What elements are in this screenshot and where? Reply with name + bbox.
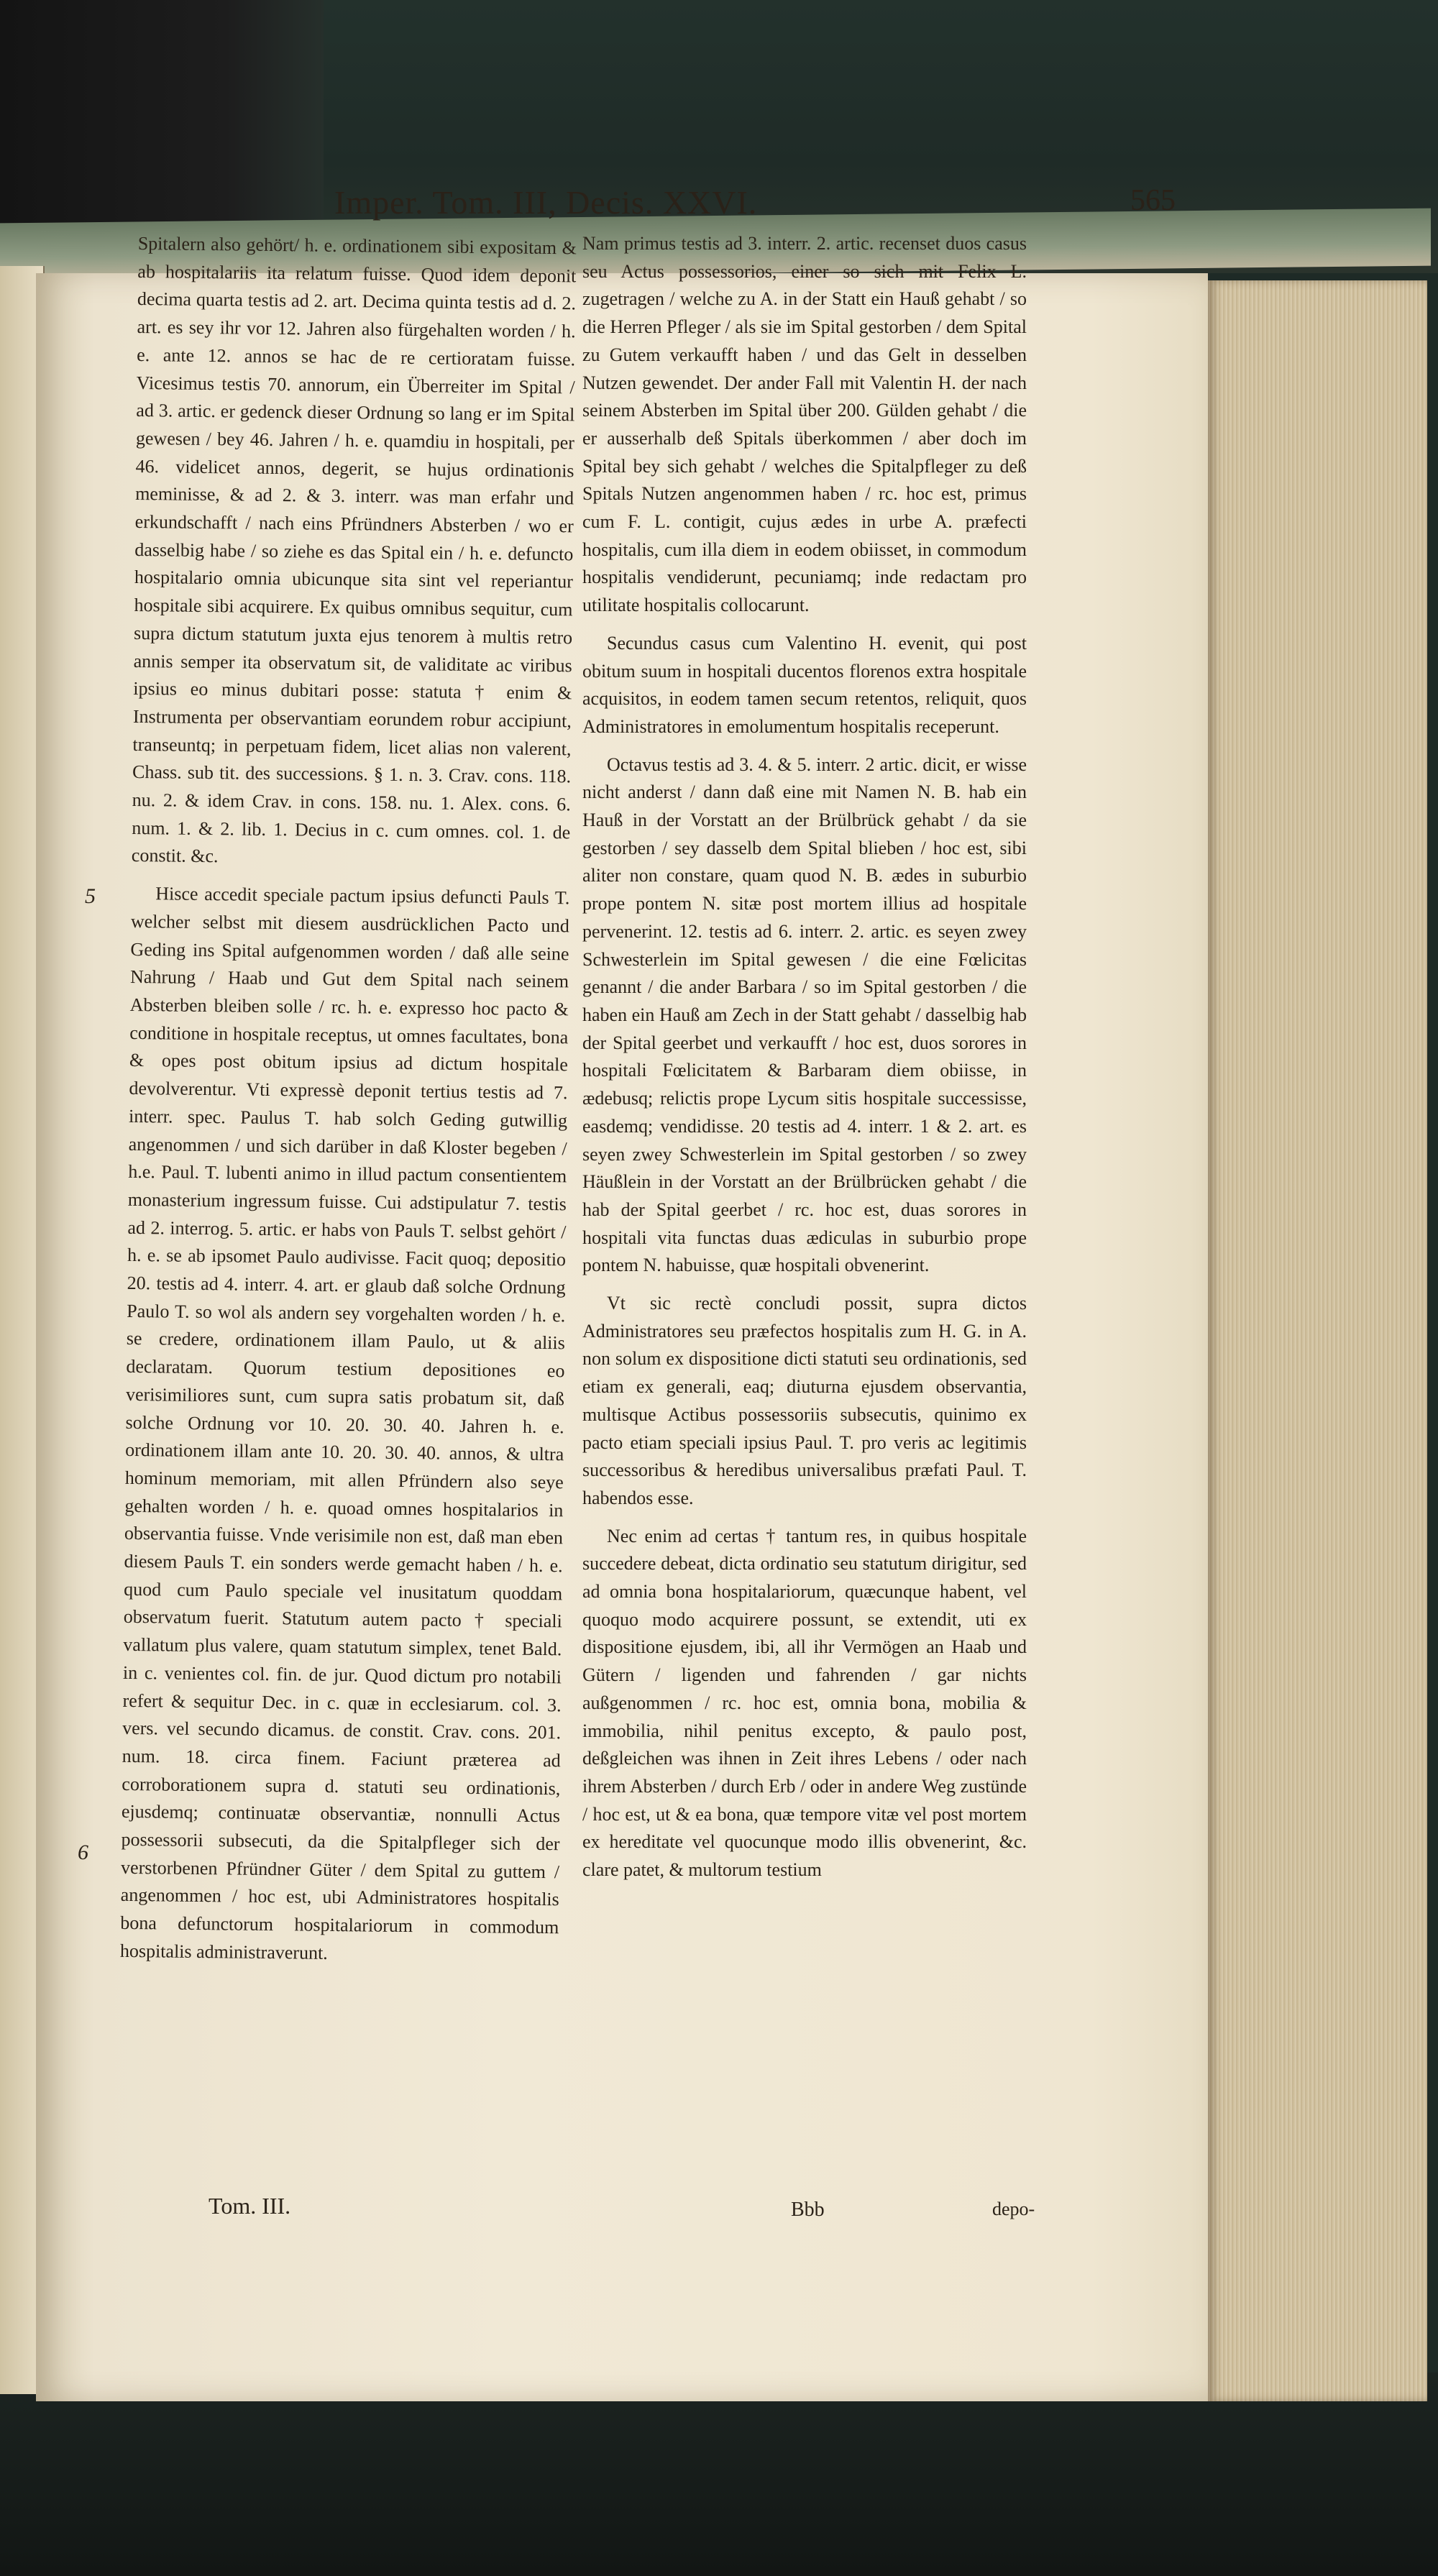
paragraph: Octavus testis ad 3. 4. & 5. interr. 2 artic. dicit, er wisse nicht anderst / dann daß eine mit Namen N. B. hab ein Hauß in der Vorstatt an der Brülbrück gehabt / da sie gestorben / sey dasselb dem Spital blieben / hoc est, sibi aliter non constare, quam quod N. B. ædes in suburbio prope pontem N. sitæ post mortem illius ad hospitale pervenerint. 12. testis ad 6. interr. 2. artic. es seyen zwey Schwesterlein im Spital gewesen / die eine Fœlicitas genannt / die ander Barbara / so im Spital gestorben / die haben ein Hauß am Zech in der Statt gehabt / dasselbig hab der Spital geerbet und verkaufft / hoc est, duos sorores in hospitali Fœlicitatem & Barbaram diem obiisse, in ædebusq; relictis prope Lycum sitis hospitale successisse, easdemq; vendidisse. 20 testis ad 4. interr. 1 & 2. art. es seyen zwey Schwesterlein im Spital gestorben / so zwey Häußlein in der Vorstatt an der Brülbrücken gehabt / die hab der Spital geerbet / rc. hoc est, duas sorores in hospitali vita functas duas ædiculas in suburbio prope pontem N. habuisse, quæ hospitali obvenerint.: [582, 753, 1027, 1276]
left-text-column: [120, 230, 577, 1980]
page-header: [291, 183, 1176, 226]
catchword: depo-: [992, 2199, 1035, 2219]
paragraph: Spitalern also gehört/ h. e. ordinationem sibi expositam & ab hospitalariis ita relatum fuisse. Quod idem deponit decima quarta testis ad 2. art. Decima quinta testis ad d. 2. art. es sey ihr vor 12. Jahren also fürgehalten worden / h. e. ante 12. annos se hac de re certioratam fuisse. Vicesimus testis 70. annorum, ein Überreiter im Spital / ad 3. artic. er gedenck dieser Ordnung so lang er im Spital gewesen / bey 46. Jahren / h. e. quamdiu in hospitali, per 46. videlicet annos, degerit, se hujus ordinationis meminisse, & ad 2. & 3. interr. was man erfahr und erkundschafft / nach eins Pfründners Absterben / wo er dasselbig habe / so ziehe es das Spital ein / h. e. defuncto hospitalario omnia ubicunque sita sint vel reperiantur hospitale sibi acquirere. Ex quibus omnibus sequitur, cum supra dictum statutum juxta ejus tenorem à multis retro annis semper ita observatum sit, de validitate ac viribus ipsius eo minus dubitari posse: statuta † enim & Instrumenta per observantiam eorundem robur accipiunt, transeuntq; in perpetuam fidem, licet alias non valerent, Chass. sub tit. des successions. § 1. n. 3. Crav. cons. 118. nu. 2. & idem Crav. in cons. 158. nu. 1. Alex. cons. 6. num. 1. & 2. lib. 1. Decius in c. cum omnes. col. 1. de constit. &c.: [131, 232, 577, 867]
signature-mark: Bbb: [791, 2199, 825, 2221]
margin-number: 6: [78, 1841, 88, 1864]
paragraph: Vt sic rectè concludi possit, supra dictos Administratores seu præfectos hospitalis zum H. G. in A. non solum ex dispositione dicti statuti seu ordinationis, sed etiam ex generali, eaq; diuturna ejusdem observantia, multisque Actibus possessoriis subsecutis, quinimo ex pacto etiam speciali ipsius Paul. T. pro veris ac legitimis successoribus & heredibus universalibus præfati Paul. T. habendos esse.: [582, 1293, 1027, 1508]
volume-footer: Tom. III.: [209, 2193, 291, 2219]
paragraph: Nec enim ad certas † tantum res, in quibus hospitale succedere debeat, dicta ordinatio seu statutum dirigitur, sed ad omnia bona hospitalariorum, quæcunque habent, vel quoquo modo acquirere possunt, se extendit, uti ex dispositione ejusdem, ibi, all ihr Vermögen an Haab und Gütern / ligenden und fahrenden / gar nichts außgenommen / rc. hoc est, omnia bona, mobilia & immobilia, nihil penitus excepto, & paulo post, deßgleichen was ihnen in Zeit ihres Lebens / oder nach ihrem Absterben / durch Erb / oder in andere Weg zustünde / hoc est, ut & ea bona, quæ tempore vitæ vel post mortem ex hereditate vel quocunque modo illis obvenerint, &c. clare patet, & multorum testium: [582, 1525, 1027, 1881]
margin-number: 5: [85, 884, 96, 908]
page-number: 565: [1130, 184, 1176, 217]
right-text-column: [582, 230, 1027, 1894]
paragraph: Secundus casus cum Valentino H. evenit, qui post obitum suum in hospitali ducentos florenos extra hospitale acquisitos, in eodem tamen secum retentos, reliquit, quos Administratores in emolumentum hospitalis receperunt.: [582, 632, 1027, 737]
page-edges: [1208, 280, 1427, 2401]
paragraph: Nam primus testis ad 3. interr. 2. artic. recenset duos casus seu Actus possessorios, einer so sich mit Felix L. zugetragen / welche zu A. in der Statt ein Hauß gehabt / so die Herren Pfleger / als sie im Spital gestorben / dem Spital zu Gutem verkaufft haben / und das Gelt in desselben Nutzen gewendet. Der ander Fall mit Valentin H. der nach seinem Absterben im Spital über 200. Gülden gehabt / die er ausserhalb deß Spitals überkommen / aber doch im Spital bey sich gehabt / welches die Spitalpfleger zu deß Spitals Nutzen angenommen haben / rc. hoc est, primus cum F. L. contigit, cujus ædes in urbe A. præfecti hospitalis, cum illa diem in eodem obiisset, in commodum hospitalis vendiderunt, pecuniamq; inde redactam pro utilitate hospitalis collocarunt.: [582, 233, 1027, 616]
running-head: Imper. Tom. III, Decis. XXVI.: [334, 184, 758, 221]
paragraph: Hisce accedit speciale pactum ipsius defuncti Pauls T. welcher selbst mit diesem ausdrücklichen Pacto und Geding ins Spital aufgenommen worden / daß alle seine Nahrung / Haab und Gut dem Spital nach seinem Absterben bleiben solle / rc. h. e. expresso hoc pacto & conditione in hospitale receptus, ut omnes facultates, bona & opes post obitum ipsius ad dictum hospitale devolverentur. Vti expressè deponit tertius testis ad 7. interr. spec. Paulus T. hab solch Geding gutwillig angenommen / und sich darüber in daß Kloster begeben / h.e. Paul. T. lubenti animo in illud pactum consentientem monasterium ingressum fuisse. Cui adstipulatur 7. testis ad 2. interrog. 5. artic. er habs von Pauls T. selbst gehört / h. e. se ab ipsomet Paulo audivisse. Facit quoq; depositio 20. testis ad 4. interr. 4. art. er glaub daß solche Ordnung Paulo T. so wol als andern sey vorgehalten worden / h. e. se credere, ordinationem illam Paulo, ut & aliis declaratam. Quorum testium depositiones eo verisimiliores sunt, cum supra satis probatum sit, daß solche Ordnung vor 10. 20. 30. 40. Jahren h. e. ordinationem illam ante 10. 20. 30. 40. annos, & ultra hominum memoriam, mit allen Pfründern also seye gehalten worden / h. e. quoad omnes hospitalarios in observantia fuisse. Vnde verisimile non est, daß man eben diesem Pauls T. ein sonders werde gemacht haben / h. e. quod cum Paulo speciale vel inusitatum quoddam observatum fuerit. Statutum autem pacto † speciali vallatum plus valere, quam statutum simplex, tenet Bald. in c. venientes col. fin. de jur. Quod dictum pro notabili refert & sequitur Dec. in c. quæ in ecclesiarum. col. 3. vers. vel secundo dicamus. de constit. Crav. cons. 201. num. 18. circa finem. Faciunt præterea ad corroborationem supra d. statuti seu ordinationis, ejusdemq; continuatæ observantiæ, nonnulli Actus possessorii subsecuti, da die Spitalpfleger sich der verstorbenen Pfründner Güter / dem Spital zu guttem / angenommen / hoc est, ubi Administratores hospitalis bona defunctorum hospitalariorum in commodum hospitalis administraverunt.: [119, 883, 570, 1963]
